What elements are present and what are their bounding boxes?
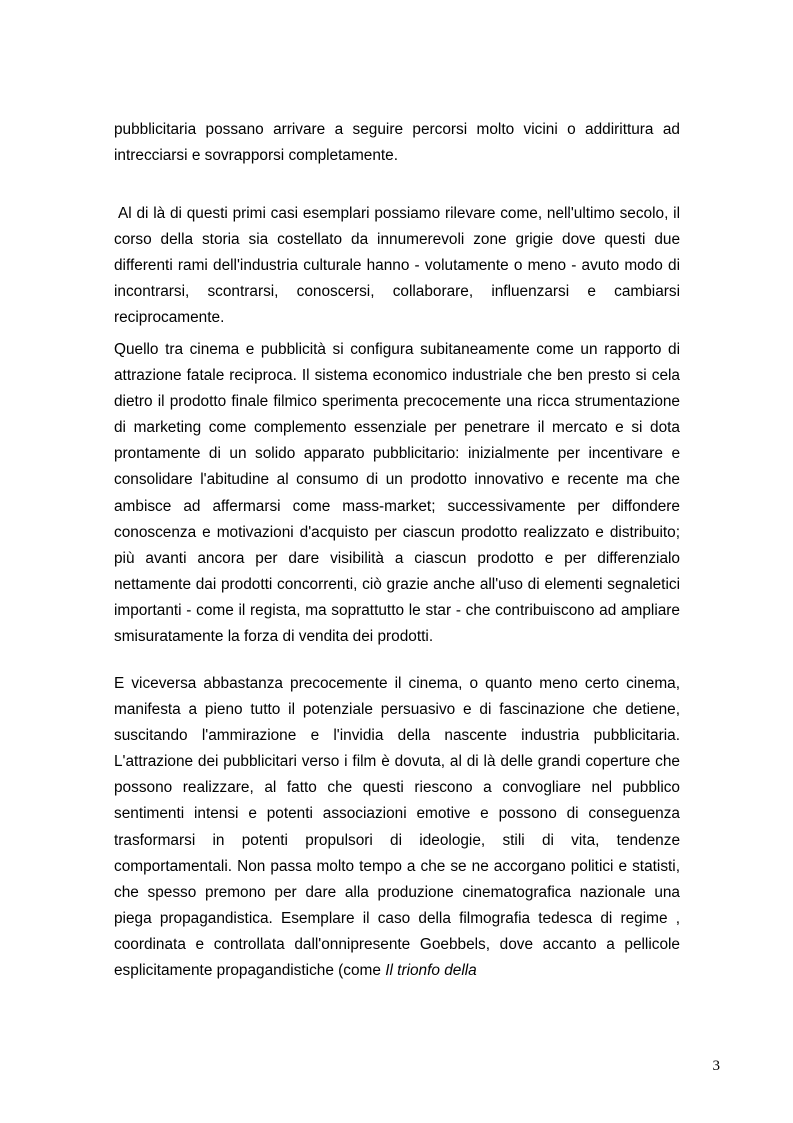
page-number: 3 (712, 1058, 720, 1074)
paragraph-3: Quello tra cinema e pubblicità si configura subitaneamente come un rapporto di attrazione fatale reciproca. Il sistema economico industriale che ben presto si cela dietro il prodotto finale filmico sperimenta precocemente una ricca strumentazione di marketing come complemento essenziale per penetrare il mercato e si dota prontamente di un solido apparato pubblicitario: inizialmente per incentivare e consolidare l'abitudine al consumo di un prodotto innovativo e recente ma che ambisce ad affermarsi come mass-market; successivamente per diffondere conoscenza e motivazioni d'acquisto per ciascun prodotto realizzato e distribuito; più avanti ancora per dare visibilità a ciascun prodotto e per differenzialo nettamente dai prodotti concorrenti, ciò grazie anche all'uso di elementi segnaletici importanti - come il regista, ma soprattutto le star - che contribuiscono ad ampliare smisuratamente la forza di vendita dei prodotti. (114, 341, 680, 646)
paragraph-4 (114, 671, 680, 984)
paragraph-2: Al di là di questi primi casi esemplari possiamo rilevare come, nell'ultimo secolo, il corso della storia sia costellato da innumerevoli zone grigie dove questi due differenti rami dell'industria culturale hanno - volutamente o meno - avuto modo di incontrarsi, scontrarsi, conoscersi, collaborare, influenzarsi e cambiarsi reciprocamente. (114, 205, 680, 327)
paragraph-1: pubblicitaria possano arrivare a seguire percorsi molto vicini o addirittura ad intrecciarsi e sovrapporsi completamente. (114, 121, 680, 165)
paragraph-4-text: E viceversa abbastanza precocemente il cinema, o quanto meno certo cinema, manifesta a pieno tutto il potenziale persuasivo e di fascinazione che detiene, suscitando l'ammirazione e l'invidia della nascente industria pubblicitaria. L'attrazione dei pubblicitari verso i film è dovuta, al di là delle grandi coperture che possono realizzare, al fatto che questi riescono a convogliare nel pubblico sentimenti intensi e potenti associazioni emotive e possono di conseguenza trasformarsi in potenti propulsori di ideologie, stili di vita, tendenze comportamentali. Non passa molto tempo a che se ne accorgano politici e statisti, che spesso premono per dare alla produzione cinematografica nazionale una piega propagandistica. Esemplare il caso della filmografia tedesca di regime , coordinata e controllata dall'onnipresente Goebbels, dove accanto a pellicole esplicitamente propagandistiche (come (114, 675, 680, 980)
italic-film-title: Il trionfo della (385, 962, 477, 980)
